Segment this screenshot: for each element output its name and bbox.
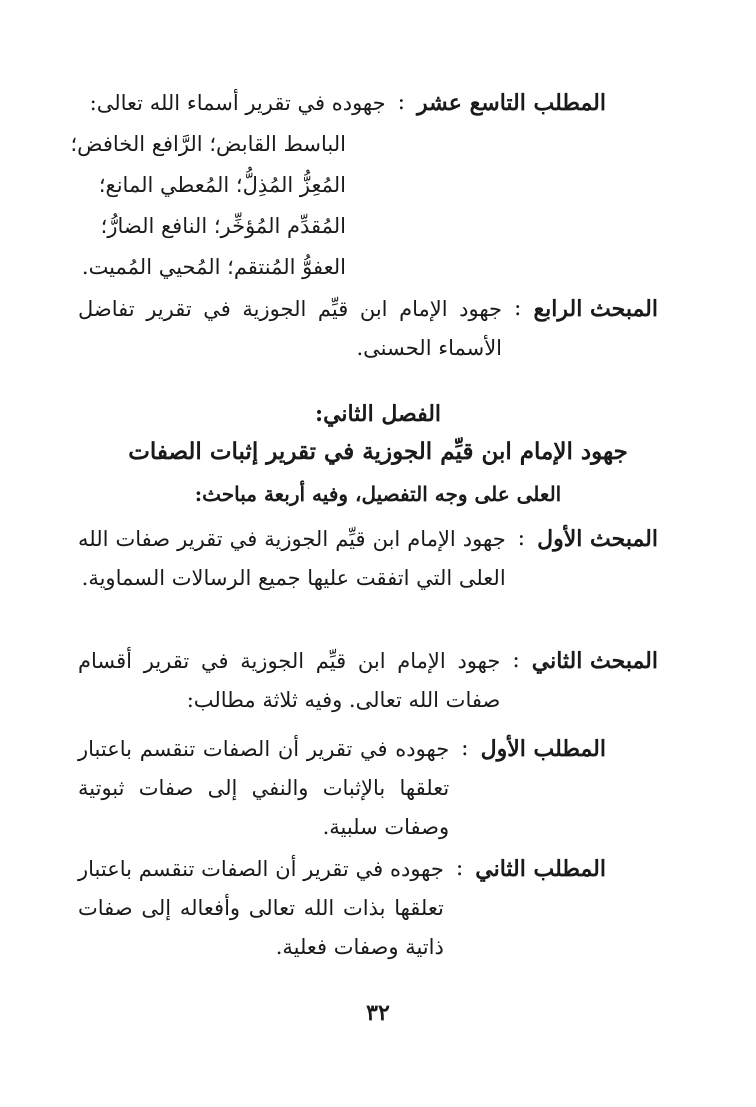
entry-separator: :: [461, 736, 469, 761]
entry-separator: :: [455, 856, 464, 881]
chapter-subtitle: العلى على وجه التفصيل، وفيه أربعة مباحث:: [194, 482, 562, 506]
entry-label: المطلب الأول: [480, 736, 606, 762]
toc-entry-matlab-19: [78, 84, 606, 123]
names-line: المُقدِّم المُؤخِّر؛ النافع الضارُّ؛: [100, 214, 346, 238]
toc-entry-mabhath-1: [78, 520, 658, 598]
entry-separator: :: [512, 648, 520, 673]
entry-label: المبحث الرابع: [533, 296, 658, 322]
entry-text: جهود الإمام ابن قيِّم الجوزية في تقرير تفاضل الأسماء الحسنى.: [78, 297, 503, 360]
entry-text: جهود الإمام ابن قيِّم الجوزية في تقرير صفات الله العلى التي اتفقت عليها جميع الرسالات السماوية.: [78, 527, 506, 590]
names-line: الباسط القابض؛ الرَّافع الخافض؛: [70, 132, 346, 156]
chapter-title: جهود الإمام ابن قيِّم الجوزية في تقرير إثبات الصفات: [128, 438, 628, 465]
page-number: ٣٢: [366, 1000, 390, 1026]
entry-separator: :: [517, 526, 526, 551]
entry-label: المطلب الثاني: [475, 856, 606, 882]
chapter-heading: الفصل الثاني:: [314, 401, 442, 427]
entry-separator: :: [397, 90, 406, 115]
entry-text: جهوده في تقرير أسماء الله تعالى:: [89, 91, 386, 115]
entry-label: المبحث الثاني: [531, 648, 658, 674]
entry-text: جهود الإمام ابن قيِّم الجوزية في تقرير أقسام صفات الله تعالى. وفيه ثلاثة مطالب:: [78, 649, 501, 712]
entry-text: جهوده في تقرير أن الصفات تنقسم باعتبار تعلقها بذات الله تعالى وأفعاله إلى صفات ذاتية وصفات فعلية.: [78, 857, 444, 959]
entry-separator: :: [514, 296, 522, 321]
toc-entry-mabhath-2: [78, 642, 658, 720]
toc-entry-matlab-2: [78, 850, 606, 967]
entry-label: المبحث الأول: [537, 526, 658, 552]
names-line: العفوُّ المُنتقم؛ المُحيي المُميت.: [81, 255, 346, 279]
entry-label: المطلب التاسع عشر: [417, 90, 606, 116]
entry-text: جهوده في تقرير أن الصفات تنقسم باعتبار تعلقها بالإثبات والنفي إلى صفات ثبوتية وصفات سلبية.: [78, 737, 450, 839]
names-line: المُعِزُّ المُذِلُّ؛ المُعطي المانع؛: [98, 173, 346, 197]
divine-names-list: [70, 124, 346, 288]
toc-entry-mabhath-4: [78, 290, 658, 368]
toc-entry-matlab-1: [78, 730, 606, 847]
